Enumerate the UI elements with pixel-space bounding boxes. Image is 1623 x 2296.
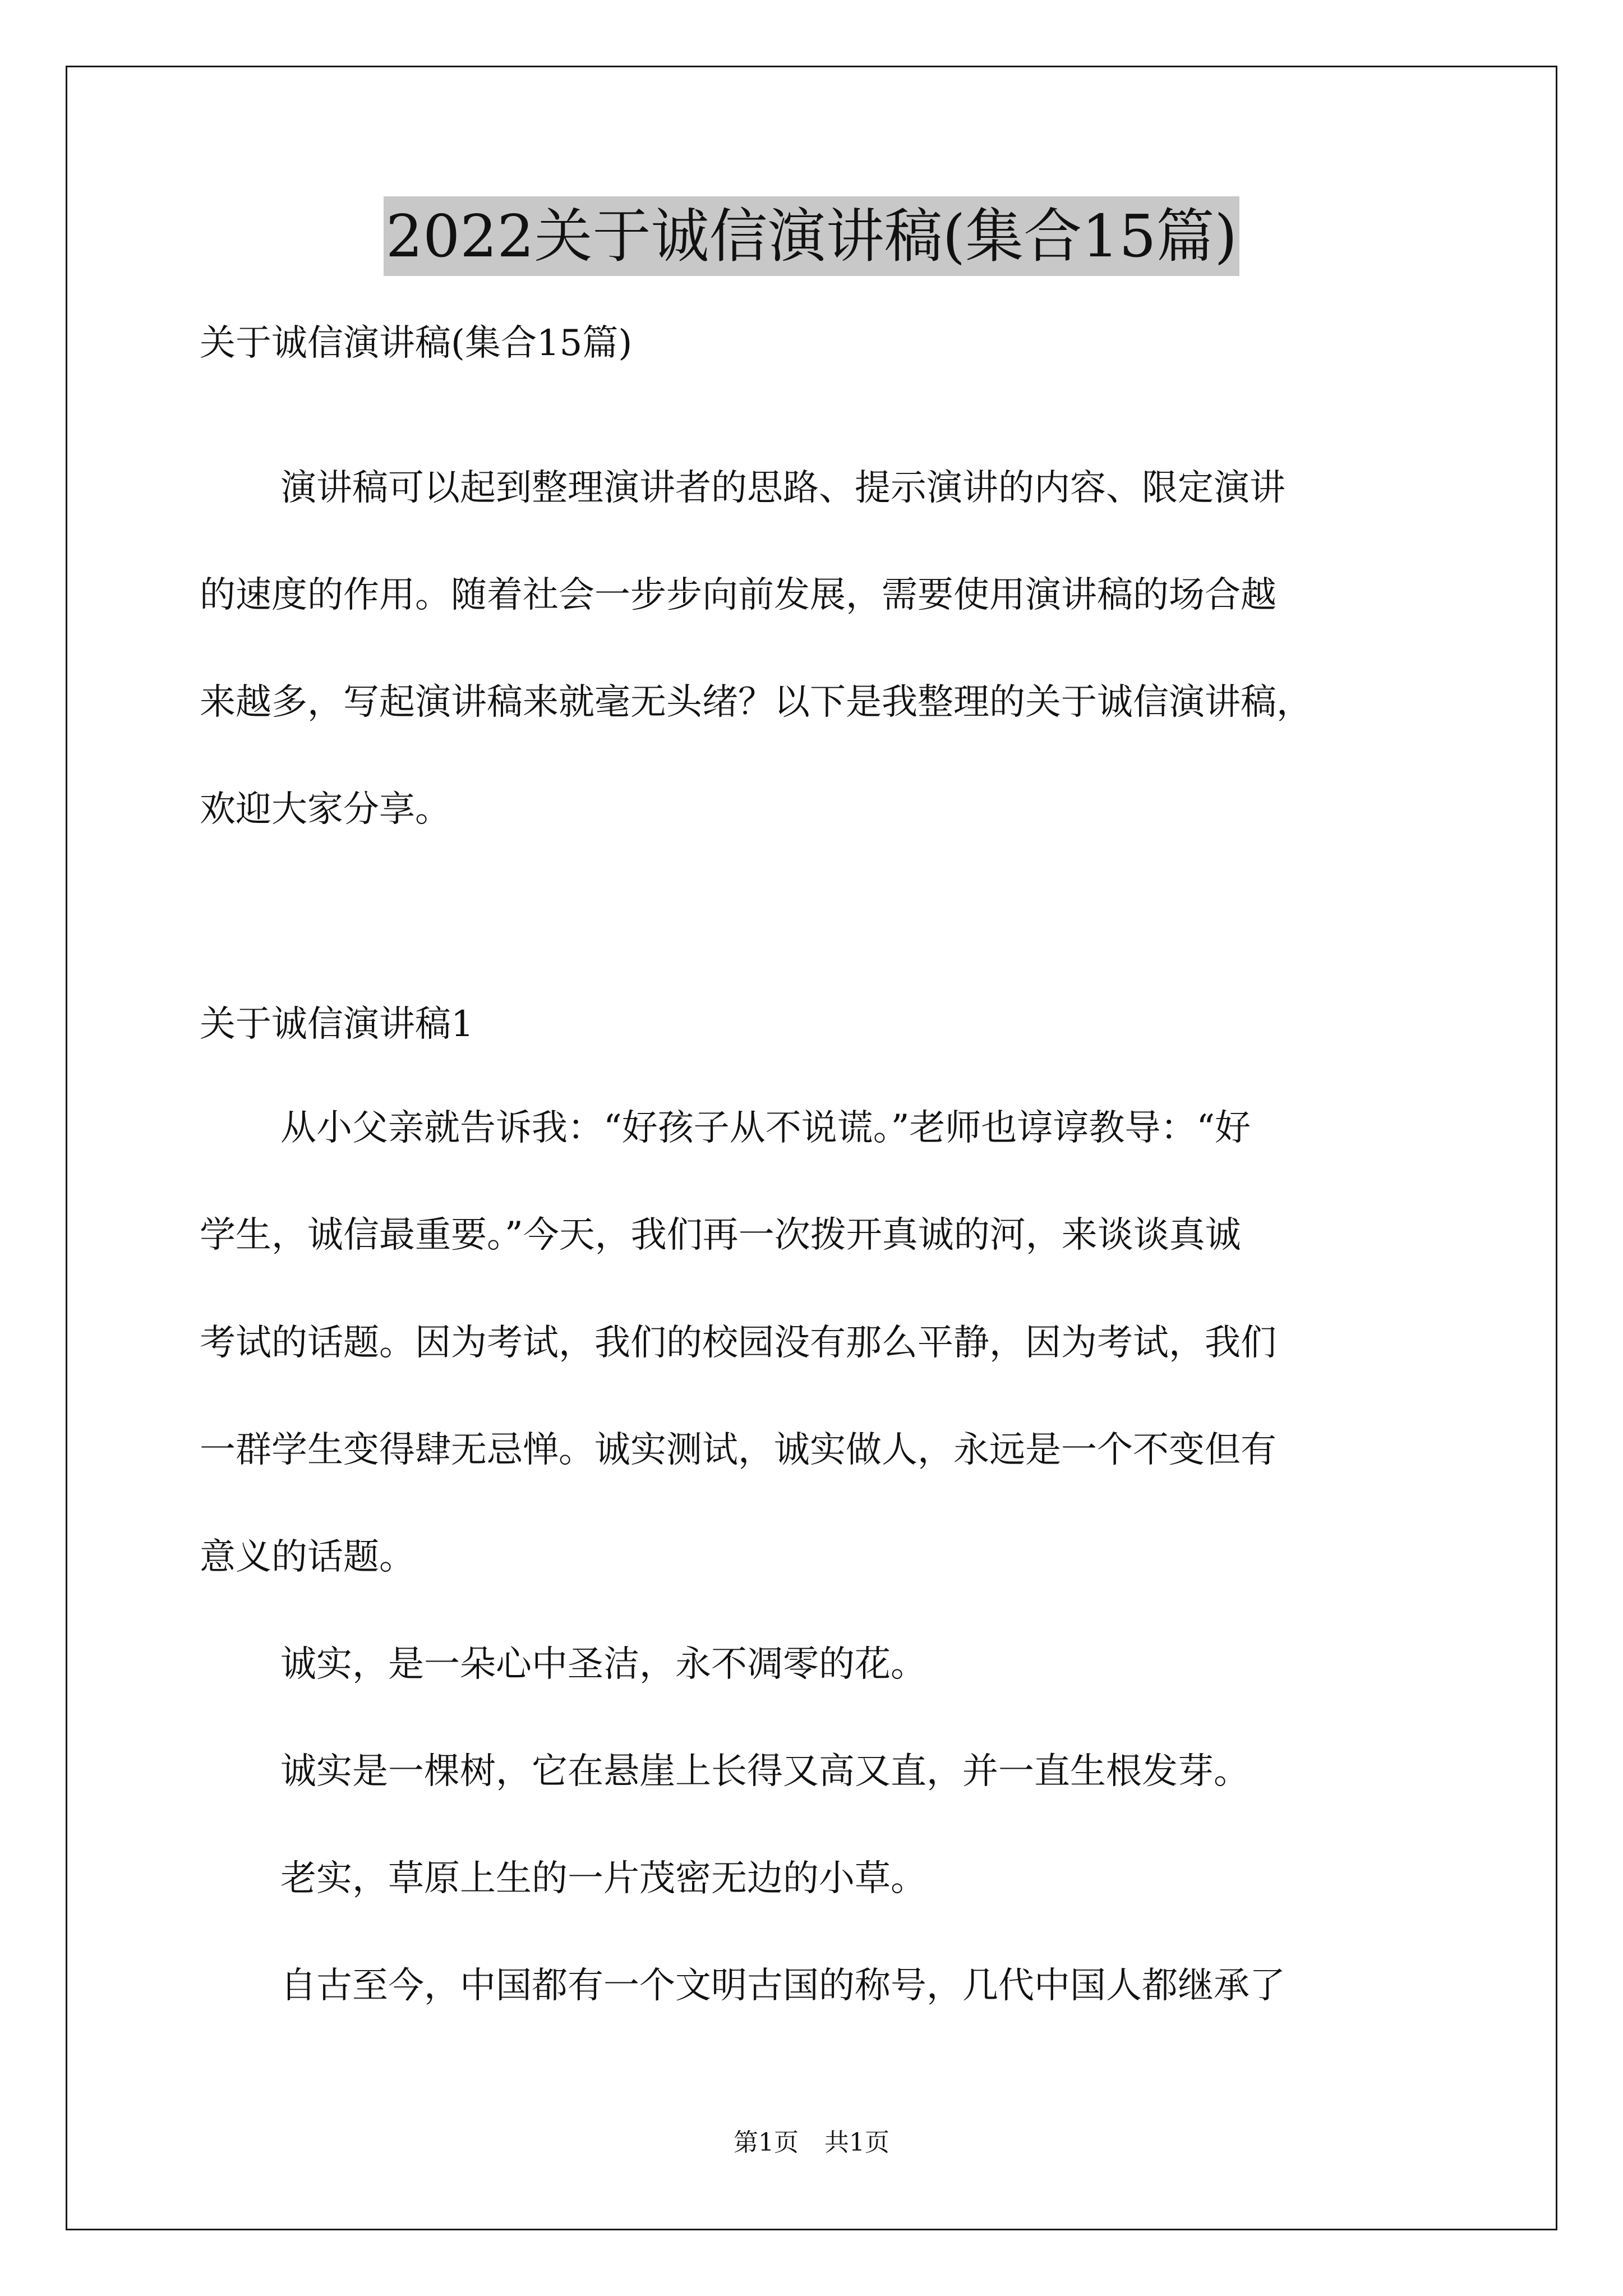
document-title: 2022关于诚信演讲稿(集合15篇)	[384, 196, 1239, 276]
body-line: 学生，诚信最重要。”今天，我们再一次拨开真诚的河，来谈谈真诚	[200, 1214, 1241, 1256]
title-container	[0, 196, 1623, 276]
body-line: 欢迎大家分享。	[200, 789, 451, 830]
page-number: 第1页	[734, 2128, 799, 2157]
body-line: 演讲稿可以起到整理演讲者的思路、提示演讲的内容、限定演讲	[280, 467, 1285, 509]
body-line: 一群学生变得肆无忌惮。诚实测试，诚实做人，永远是一个不变但有	[200, 1429, 1276, 1471]
section-heading-intro: 关于诚信演讲稿(集合15篇)	[200, 323, 633, 364]
page-total: 共1页	[824, 2128, 889, 2157]
section-heading-1: 关于诚信演讲稿1	[200, 1004, 474, 1045]
body-line: 从小父亲就告诉我：“好孩子从不说谎。”老师也谆谆教导：“好	[280, 1107, 1251, 1149]
body-line: 来越多，写起演讲稿来就毫无头绪？以下是我整理的关于诚信演讲稿，	[200, 682, 1312, 723]
body-line: 诚实，是一朵心中圣洁，永不凋零的花。	[280, 1644, 926, 1685]
body-line: 诚实是一棵树，它在悬崖上长得又高又直，并一直生根发芽。	[280, 1751, 1249, 1792]
page-footer	[0, 2126, 1623, 2160]
body-line: 的速度的作用。随着社会一步步向前发展，需要使用演讲稿的场合越	[200, 574, 1276, 616]
body-line: 自古至今，中国都有一个文明古国的称号，几代中国人都继承了	[280, 1965, 1285, 2007]
body-line: 意义的话题。	[200, 1536, 415, 1578]
body-line: 考试的话题。因为考试，我们的校园没有那么平静，因为考试，我们	[200, 1322, 1276, 1364]
body-line: 老实，草原上生的一片茂密无边的小草。	[280, 1858, 926, 1899]
